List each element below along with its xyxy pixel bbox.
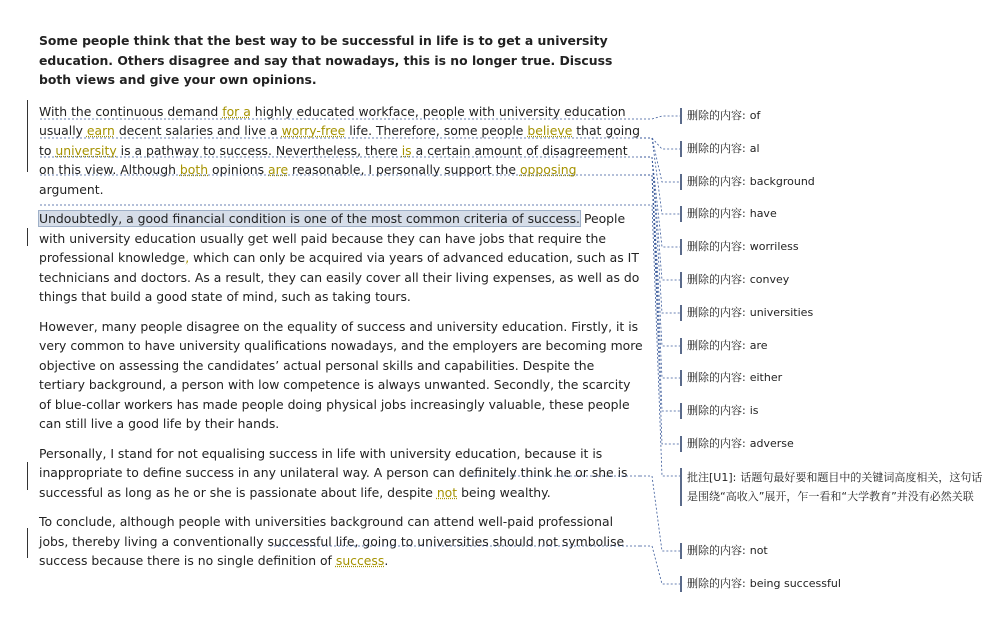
connector-line bbox=[640, 546, 680, 584]
insertion[interactable]: opposing bbox=[519, 162, 577, 177]
paragraph-view-1: Undoubtedly, a good financial condition is one of the most common criteria of success. People with university education usually get well paid because they can have jobs that require the professional knowledge, which can only be acquired via years of advanced education, such as IT technicians and doctors. As a result, they can easily cover all their living expenses, as well as do things that build a good state of mind, such as taking tours. bbox=[39, 211, 640, 304]
insertion[interactable]: , bbox=[185, 250, 190, 265]
insertion[interactable]: earn bbox=[86, 123, 115, 138]
deleted-balloon[interactable]: 删除的内容: being successful bbox=[680, 576, 841, 592]
deleted-balloon[interactable]: 删除的内容: background bbox=[680, 174, 815, 190]
paragraph-intro: With the continuous demand for a highly educated workface, people with university education usually earn decent salaries and live a worry-free life. Therefore, some people believe that going to university is a pathway to success. Nevertheless, there is a certain amount of disagreement on this view. Although both opinions are reasonable, I personally support the opposing argument. bbox=[39, 103, 640, 197]
deleted-balloon[interactable]: 删除的内容: not bbox=[680, 543, 768, 559]
connector-line bbox=[640, 138, 680, 149]
essay-prompt: Some people think that the best way to be successful in life is to get a university education. Others disagree and say that nowadays, this is no longer true. Discuss both views and give your own opinions. bbox=[39, 33, 613, 87]
deleted-balloon[interactable]: 删除的内容: adverse bbox=[680, 436, 794, 452]
deleted-balloon[interactable]: 删除的内容: are bbox=[680, 338, 768, 354]
deleted-balloon[interactable]: 删除的内容: universities bbox=[680, 305, 813, 321]
connector-line bbox=[640, 175, 680, 444]
deleted-balloon[interactable]: 删除的内容: al bbox=[680, 141, 760, 157]
deleted-balloon[interactable]: 删除的内容: convey bbox=[680, 272, 789, 288]
connector-line bbox=[640, 175, 680, 378]
connector-line bbox=[640, 175, 680, 411]
deleted-balloon[interactable]: 删除的内容: of bbox=[680, 108, 760, 124]
insertion[interactable]: are bbox=[268, 162, 289, 177]
deleted-balloon[interactable]: 删除的内容: have bbox=[680, 206, 777, 222]
insertion[interactable]: not bbox=[436, 484, 458, 500]
insertion[interactable]: is bbox=[401, 142, 412, 158]
connector-line bbox=[640, 175, 680, 346]
connector-line bbox=[640, 138, 680, 214]
paragraph-view-2: However, many people disagree on the equality of success and university education. Firstly, it is very common to have university qualifications nowadays, and the employers are becoming more objective on assessing the candidates’ actual personal skills and capabilities. Despite the tertiary background, a person with low competence is always unwanted. Secondly, the scarcity of blue-collar workers has made people doing physical jobs increasingly valuable, these people can still live a good life by their hands. bbox=[39, 318, 643, 431]
insertion[interactable]: believe bbox=[527, 123, 573, 138]
connector-line bbox=[640, 157, 680, 280]
insertion[interactable]: for a bbox=[222, 103, 251, 119]
connector-line bbox=[640, 116, 680, 119]
commented-highlight[interactable]: Undoubtedly, a good financial condition is one of the most common criteria of success. bbox=[39, 211, 580, 226]
insertion[interactable]: both bbox=[179, 162, 209, 177]
deleted-balloon[interactable]: 删除的内容: worriless bbox=[680, 239, 799, 255]
insertion[interactable]: university bbox=[55, 142, 117, 158]
insertion[interactable]: success bbox=[335, 553, 385, 568]
connector-line bbox=[640, 157, 680, 313]
deleted-balloon[interactable]: 删除的内容: either bbox=[680, 370, 782, 386]
connector-line bbox=[640, 476, 680, 551]
paragraph-conclusion: To conclude, although people with universities background can attend well-paid professional jobs, thereby living a conventionally successful life, going to universities should not symbolise success because there is no single definition of success. bbox=[39, 514, 625, 568]
deleted-balloon[interactable]: 删除的内容: is bbox=[680, 403, 759, 419]
comment-balloon[interactable]: 批注[U1]: 话题句最好要和题目中的关键词高度相关，这句话是围绕“高收入”展开，乍一看和“大学教育”并没有必然关联 bbox=[680, 468, 987, 506]
paragraph-opinion: Personally, I stand for not equalising success in life with university education, because it is inappropriate to define success in any unilateral way. A person can definitely think he or she is successful as long as he or she is passionate about life, despite not being wealthy. bbox=[39, 445, 628, 500]
insertion[interactable]: worry-free bbox=[281, 123, 346, 138]
connector-line bbox=[640, 157, 680, 247]
